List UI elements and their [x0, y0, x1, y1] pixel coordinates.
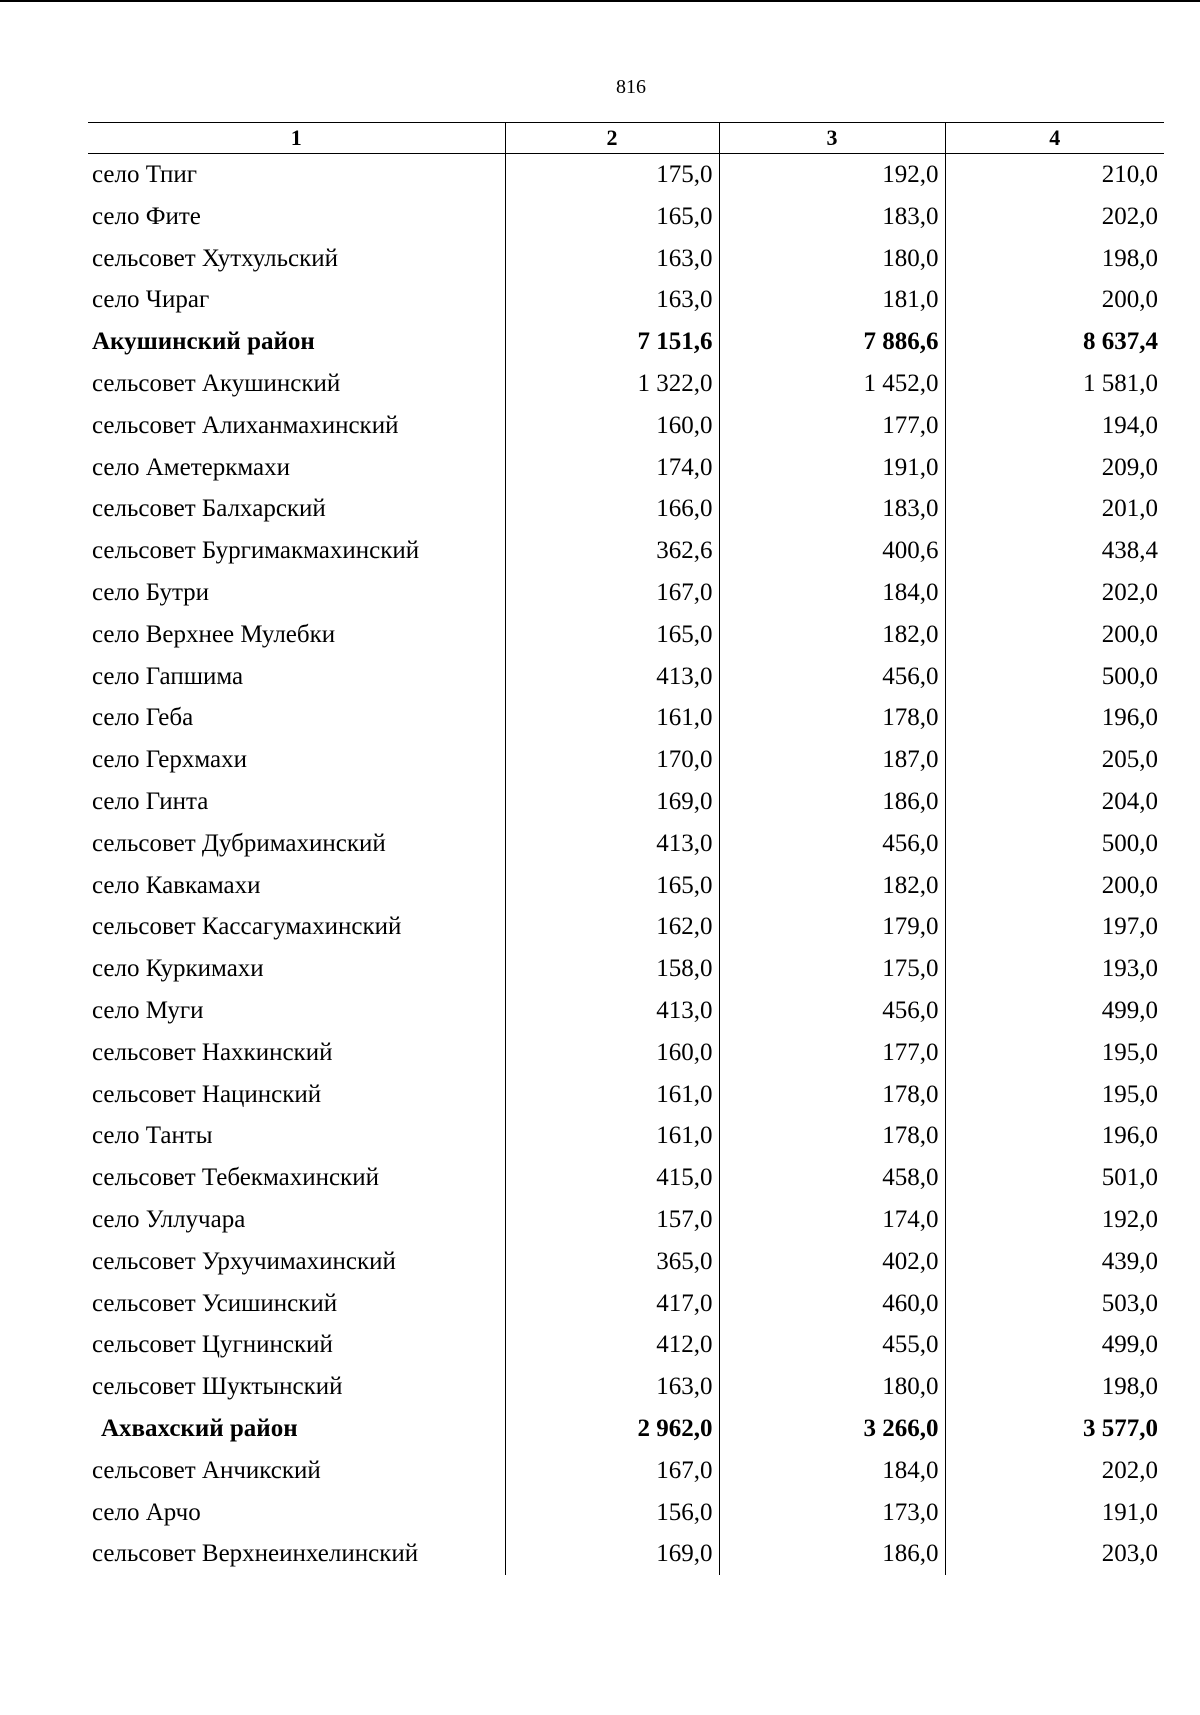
table-row — [88, 781, 1164, 823]
value-cell-col3: 186,0 — [719, 1533, 945, 1575]
settlement-name-cell: Ахвахский район — [101, 1414, 298, 1442]
column-header-1: 1 — [88, 123, 505, 154]
settlement-name-cell: сельсовет Хутхульский — [92, 244, 339, 272]
table-row — [88, 1366, 1164, 1408]
page-top-border — [0, 0, 1200, 2]
table-row — [88, 1533, 1164, 1575]
value-cell-col2: 163,0 — [505, 238, 719, 280]
table-row — [88, 865, 1164, 907]
table-row — [88, 1115, 1164, 1157]
value-cell-col2: 157,0 — [505, 1199, 719, 1241]
table-row — [88, 614, 1164, 656]
value-cell-col2: 362,6 — [505, 530, 719, 572]
table-row — [88, 154, 1164, 196]
settlement-name-cell: село Арчо — [92, 1498, 201, 1526]
value-cell-col4: 500,0 — [945, 656, 1164, 698]
value-cell-col2: 412,0 — [505, 1324, 719, 1366]
settlement-name-cell: село Гапшима — [92, 662, 244, 690]
column-header-4: 4 — [945, 123, 1164, 154]
value-cell-col2: 165,0 — [505, 196, 719, 238]
table-header — [88, 123, 1164, 154]
value-cell-col2: 165,0 — [505, 865, 719, 907]
value-cell-col4: 198,0 — [945, 238, 1164, 280]
value-cell-col3: 7 886,6 — [719, 321, 945, 363]
value-cell-col4: 202,0 — [945, 196, 1164, 238]
page-number: 816 — [616, 76, 646, 98]
settlement-name-cell: село Герхмахи — [92, 746, 247, 774]
value-cell-col2: 175,0 — [505, 154, 719, 196]
value-cell-col4: 499,0 — [945, 990, 1164, 1032]
value-cell-col2: 1 322,0 — [505, 363, 719, 405]
value-cell-col4: 200,0 — [945, 614, 1164, 656]
value-cell-col4: 1 581,0 — [945, 363, 1164, 405]
value-cell-col3: 1 452,0 — [719, 363, 945, 405]
value-cell-col4: 194,0 — [945, 405, 1164, 447]
value-cell-col4: 192,0 — [945, 1199, 1164, 1241]
value-cell-col4: 439,0 — [945, 1241, 1164, 1283]
table-body — [88, 154, 1164, 1576]
column-header-3: 3 — [719, 123, 945, 154]
table-row — [88, 1157, 1164, 1199]
table-row — [88, 739, 1164, 781]
settlement-name-cell: сельсовет Тебекмахинский — [92, 1164, 379, 1192]
value-cell-col3: 460,0 — [719, 1283, 945, 1325]
value-cell-col2: 413,0 — [505, 656, 719, 698]
settlement-name-cell: сельсовет Кассагумахинский — [92, 913, 402, 941]
value-cell-col4: 205,0 — [945, 739, 1164, 781]
table-row — [88, 447, 1164, 489]
value-cell-col3: 183,0 — [719, 488, 945, 530]
value-cell-col4: 438,4 — [945, 530, 1164, 572]
settlement-name-cell: село Уллучара — [92, 1205, 246, 1233]
value-cell-col4: 196,0 — [945, 1115, 1164, 1157]
value-cell-col3: 187,0 — [719, 739, 945, 781]
value-cell-col3: 178,0 — [719, 1074, 945, 1116]
settlement-name-cell: сельсовет Нахкинский — [92, 1038, 333, 1066]
district-total-row — [88, 1408, 1164, 1450]
value-cell-col3: 180,0 — [719, 238, 945, 280]
value-cell-col4: 200,0 — [945, 865, 1164, 907]
value-cell-col2: 169,0 — [505, 1533, 719, 1575]
value-cell-col4: 501,0 — [945, 1157, 1164, 1199]
value-cell-col3: 186,0 — [719, 781, 945, 823]
value-cell-col4: 503,0 — [945, 1283, 1164, 1325]
value-cell-col2: 413,0 — [505, 823, 719, 865]
table-row — [88, 405, 1164, 447]
value-cell-col4: 209,0 — [945, 447, 1164, 489]
value-cell-col2: 415,0 — [505, 1157, 719, 1199]
value-cell-col4: 8 637,4 — [945, 321, 1164, 363]
settlement-name-cell: село Бутри — [92, 578, 210, 606]
settlement-name-cell: сельсовет Урхучимахинский — [92, 1247, 396, 1275]
value-cell-col3: 191,0 — [719, 447, 945, 489]
value-cell-col2: 156,0 — [505, 1492, 719, 1534]
value-cell-col2: 161,0 — [505, 1115, 719, 1157]
table-row — [88, 238, 1164, 280]
settlement-name-cell: сельсовет Верхнеинхелинский — [92, 1540, 419, 1568]
table-row — [88, 948, 1164, 990]
value-cell-col2: 163,0 — [505, 1366, 719, 1408]
value-cell-col3: 178,0 — [719, 697, 945, 739]
settlement-name-cell: село Чираг — [92, 286, 210, 314]
value-cell-col4: 195,0 — [945, 1032, 1164, 1074]
value-cell-col4: 204,0 — [945, 781, 1164, 823]
settlement-name-cell: село Фите — [92, 202, 201, 230]
value-cell-col3: 182,0 — [719, 865, 945, 907]
value-cell-col4: 202,0 — [945, 572, 1164, 614]
settlement-name-cell: село Тпиг — [92, 161, 198, 188]
value-cell-col4: 200,0 — [945, 279, 1164, 321]
value-cell-col3: 184,0 — [719, 1450, 945, 1492]
value-cell-col2: 174,0 — [505, 447, 719, 489]
value-cell-col4: 202,0 — [945, 1450, 1164, 1492]
table-row — [88, 488, 1164, 530]
settlement-name-cell: сельсовет Усишинский — [92, 1289, 338, 1317]
table-row — [88, 530, 1164, 572]
value-cell-col4: 499,0 — [945, 1324, 1164, 1366]
value-cell-col3: 402,0 — [719, 1241, 945, 1283]
table-row — [88, 990, 1164, 1032]
table-row — [88, 1492, 1164, 1534]
settlement-name-cell: село Кавкамахи — [92, 871, 261, 899]
table-row — [88, 1074, 1164, 1116]
value-cell-col3: 180,0 — [719, 1366, 945, 1408]
settlement-name-cell: сельсовет Акушинский — [92, 369, 341, 397]
value-cell-col4: 201,0 — [945, 488, 1164, 530]
value-cell-col4: 203,0 — [945, 1533, 1164, 1575]
value-cell-col2: 166,0 — [505, 488, 719, 530]
value-cell-col3: 3 266,0 — [719, 1408, 945, 1450]
value-cell-col2: 160,0 — [505, 1032, 719, 1074]
value-cell-col2: 169,0 — [505, 781, 719, 823]
value-cell-col4: 198,0 — [945, 1366, 1164, 1408]
value-cell-col2: 162,0 — [505, 906, 719, 948]
settlement-name-cell: село Геба — [92, 704, 194, 732]
value-cell-col2: 2 962,0 — [505, 1408, 719, 1450]
value-cell-col3: 177,0 — [719, 405, 945, 447]
table-row — [88, 196, 1164, 238]
table-row — [88, 656, 1164, 698]
value-cell-col2: 7 151,6 — [505, 321, 719, 363]
value-cell-col4: 3 577,0 — [945, 1408, 1164, 1450]
settlement-name-cell: сельсовет Анчикский — [92, 1456, 321, 1484]
value-cell-col3: 456,0 — [719, 990, 945, 1032]
district-total-row — [88, 321, 1164, 363]
value-cell-col3: 182,0 — [719, 614, 945, 656]
table-row — [88, 1450, 1164, 1492]
value-cell-col3: 179,0 — [719, 906, 945, 948]
value-cell-col3: 192,0 — [719, 154, 945, 196]
value-cell-col3: 458,0 — [719, 1157, 945, 1199]
settlement-name-cell: село Аметеркмахи — [92, 453, 290, 481]
value-cell-col3: 173,0 — [719, 1492, 945, 1534]
value-cell-col2: 413,0 — [505, 990, 719, 1032]
settlement-name-cell: село Танты — [92, 1122, 213, 1150]
value-cell-col2: 165,0 — [505, 614, 719, 656]
table-header-row — [88, 123, 1164, 154]
settlement-name-cell: село Куркимахи — [92, 955, 264, 983]
value-cell-col3: 183,0 — [719, 196, 945, 238]
value-cell-col3: 177,0 — [719, 1032, 945, 1074]
settlement-name-cell: сельсовет Цугнинский — [92, 1331, 333, 1359]
table-row — [88, 1199, 1164, 1241]
table-row — [88, 1032, 1164, 1074]
value-cell-col2: 163,0 — [505, 279, 719, 321]
settlement-name-cell: село Муги — [92, 996, 204, 1024]
value-cell-col3: 181,0 — [719, 279, 945, 321]
table-row — [88, 1324, 1164, 1366]
value-cell-col3: 174,0 — [719, 1199, 945, 1241]
settlement-name-cell: село Гинта — [92, 787, 209, 815]
value-cell-col3: 400,6 — [719, 530, 945, 572]
value-cell-col4: 191,0 — [945, 1492, 1164, 1534]
value-cell-col2: 158,0 — [505, 948, 719, 990]
value-cell-col2: 417,0 — [505, 1283, 719, 1325]
table-row — [88, 697, 1164, 739]
value-cell-col2: 365,0 — [505, 1241, 719, 1283]
settlement-name-cell: сельсовет Шуктынский — [92, 1373, 343, 1401]
value-cell-col3: 175,0 — [719, 948, 945, 990]
value-cell-col2: 161,0 — [505, 1074, 719, 1116]
settlement-name-cell: сельсовет Балхарский — [92, 495, 326, 523]
table-row — [88, 1283, 1164, 1325]
value-cell-col2: 170,0 — [505, 739, 719, 781]
settlement-name-cell: сельсовет Нацинский — [92, 1080, 322, 1108]
value-cell-col2: 160,0 — [505, 405, 719, 447]
settlement-name-cell: сельсовет Дубримахинский — [92, 829, 386, 857]
value-cell-col3: 456,0 — [719, 656, 945, 698]
value-cell-col3: 456,0 — [719, 823, 945, 865]
settlement-name-cell: сельсовет Бургимакмахинский — [92, 537, 420, 565]
value-cell-col2: 167,0 — [505, 1450, 719, 1492]
value-cell-col3: 184,0 — [719, 572, 945, 614]
settlement-name-cell: сельсовет Алиханмахинский — [92, 411, 399, 439]
value-cell-col3: 178,0 — [719, 1115, 945, 1157]
value-cell-col2: 161,0 — [505, 697, 719, 739]
budget-table — [88, 122, 1164, 1575]
settlement-name-cell: село Верхнее Мулебки — [92, 620, 336, 648]
table-row — [88, 572, 1164, 614]
table-row — [88, 906, 1164, 948]
value-cell-col4: 197,0 — [945, 906, 1164, 948]
value-cell-col3: 455,0 — [719, 1324, 945, 1366]
value-cell-col4: 195,0 — [945, 1074, 1164, 1116]
table-row — [88, 363, 1164, 405]
table-row — [88, 279, 1164, 321]
column-header-2: 2 — [505, 123, 719, 154]
value-cell-col4: 500,0 — [945, 823, 1164, 865]
value-cell-col4: 210,0 — [945, 154, 1164, 196]
value-cell-col4: 196,0 — [945, 697, 1164, 739]
value-cell-col4: 193,0 — [945, 948, 1164, 990]
settlement-name-cell: Акушинский район — [92, 328, 315, 356]
value-cell-col2: 167,0 — [505, 572, 719, 614]
table-row — [88, 1241, 1164, 1283]
table-row — [88, 823, 1164, 865]
